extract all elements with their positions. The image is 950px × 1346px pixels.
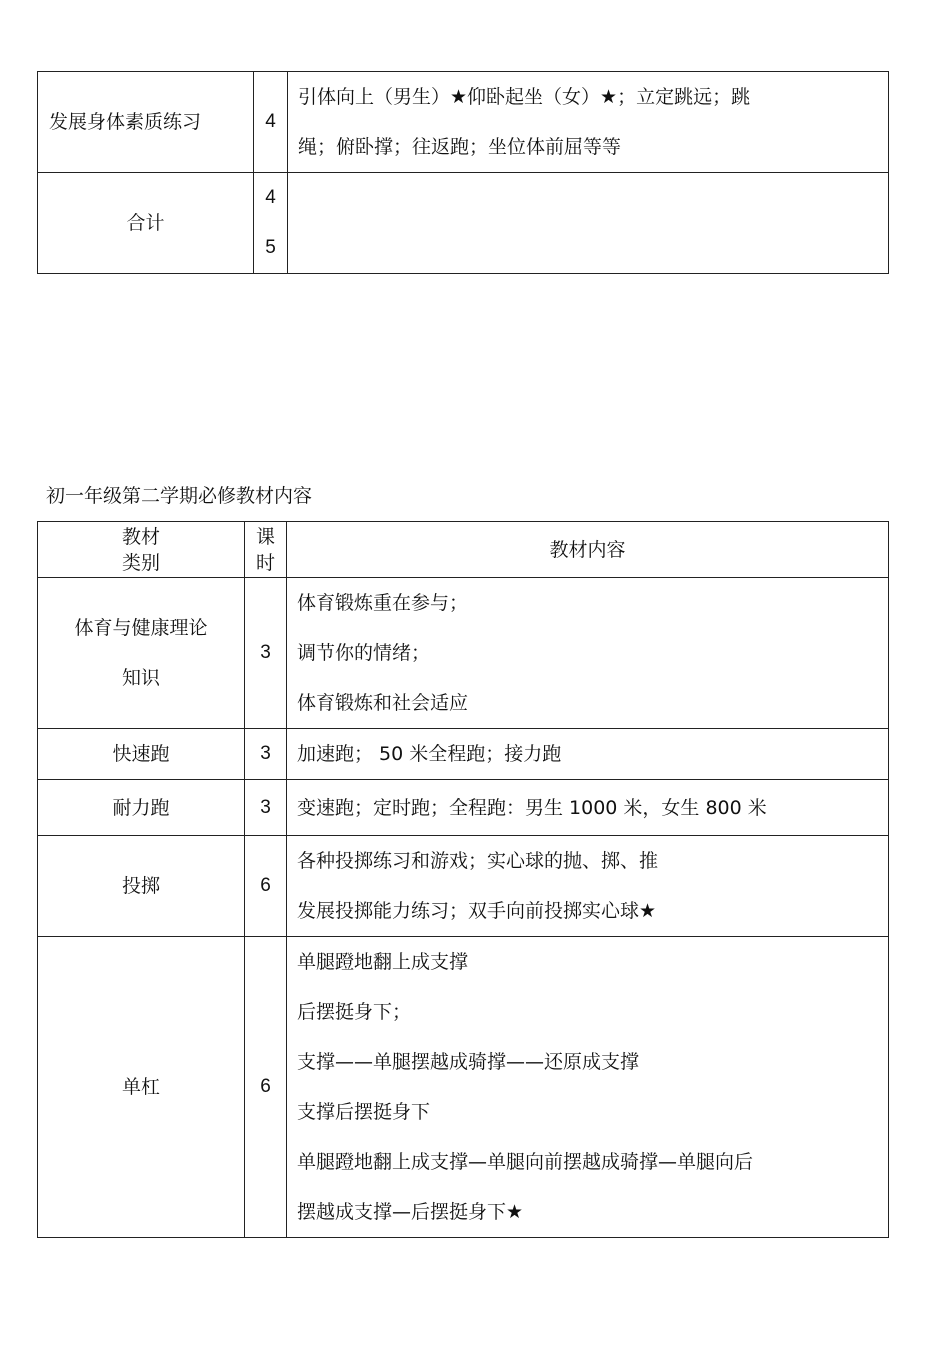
content-cell [288, 72, 889, 173]
category-cell: 投掷 [38, 836, 245, 937]
header-line: 教材 [121, 525, 160, 548]
content-cell [287, 937, 889, 1238]
content-line: 支撑——单腿摆越成骑撑——还原成支撑 [297, 1051, 640, 1073]
content-cell [287, 836, 889, 937]
content-line: 变速跑；定时跑；全程跑：男生 1000 米，女生 800 米 [297, 796, 767, 819]
content-line: 体育锻炼重在参与； [297, 592, 469, 614]
content-line: 单腿蹬地翻上成支撑 [297, 951, 469, 973]
content-line: 加速跑； 50 米全程跑；接力跑 [297, 743, 562, 765]
table-row [38, 836, 889, 937]
table-row [38, 578, 889, 729]
table-row [38, 780, 889, 836]
header-content: 教材内容 [287, 522, 889, 578]
content-line: 后摆挺身下； [297, 1001, 412, 1023]
curriculum-table [37, 521, 889, 1238]
content-line: 绳；俯卧撑；往返跑；坐位体前屈等等 [298, 136, 622, 158]
table-row [38, 937, 889, 1238]
category-line: 知识 [121, 667, 160, 689]
category-cell: 单杠 [38, 937, 245, 1238]
content-line: 引体向上（男生）★仰卧起坐（女）★；立定跳远；跳 [298, 86, 751, 108]
content-cell [287, 578, 889, 729]
header-line: 类别 [121, 551, 160, 574]
header-line: 课 [255, 525, 275, 548]
content-line: 体育锻炼和社会适应 [297, 692, 469, 714]
total-hours-digit: 4 [265, 187, 276, 208]
category-cell: 快速跑 [38, 729, 245, 780]
header-category [38, 522, 245, 578]
table-row [38, 72, 889, 173]
header-hours [245, 522, 287, 578]
table-row [38, 173, 889, 274]
content-line: 发展投掷能力练习；双手向前投掷实心球★ [297, 900, 657, 922]
hours-cell: 6 [245, 937, 287, 1238]
top-table [37, 71, 889, 274]
total-label: 合计 [38, 173, 254, 274]
content-line: 各种投掷练习和游戏；实心球的抛、掷、推 [297, 850, 659, 872]
content-line: 摆越成支撑—后摆挺身下★ [297, 1201, 524, 1223]
hours-cell: 4 [254, 72, 288, 173]
content-cell [288, 173, 889, 274]
content-line: 调节你的情绪； [297, 642, 431, 664]
category-line: 体育与健康理论 [74, 617, 208, 639]
total-hours [254, 173, 288, 274]
content-line: 支撑后摆挺身下 [297, 1101, 431, 1123]
category-cell [38, 578, 245, 729]
content-cell [287, 729, 889, 780]
category-cell: 发展身体素质练习 [38, 72, 254, 173]
section-title: 初一年级第二学期必修教材内容 [46, 485, 313, 507]
hours-cell: 6 [245, 836, 287, 937]
hours-cell: 3 [245, 578, 287, 729]
content-line: 单腿蹬地翻上成支撑—单腿向前摆越成骑撑—单腿向后 [297, 1151, 754, 1173]
content-cell [287, 780, 889, 836]
hours-cell: 3 [245, 780, 287, 836]
header-line: 时 [255, 551, 275, 574]
table-row [38, 729, 889, 780]
category-cell: 耐力跑 [38, 780, 245, 836]
hours-cell: 3 [245, 729, 287, 780]
table-header-row [38, 522, 889, 578]
total-hours-digit: 5 [265, 237, 276, 258]
